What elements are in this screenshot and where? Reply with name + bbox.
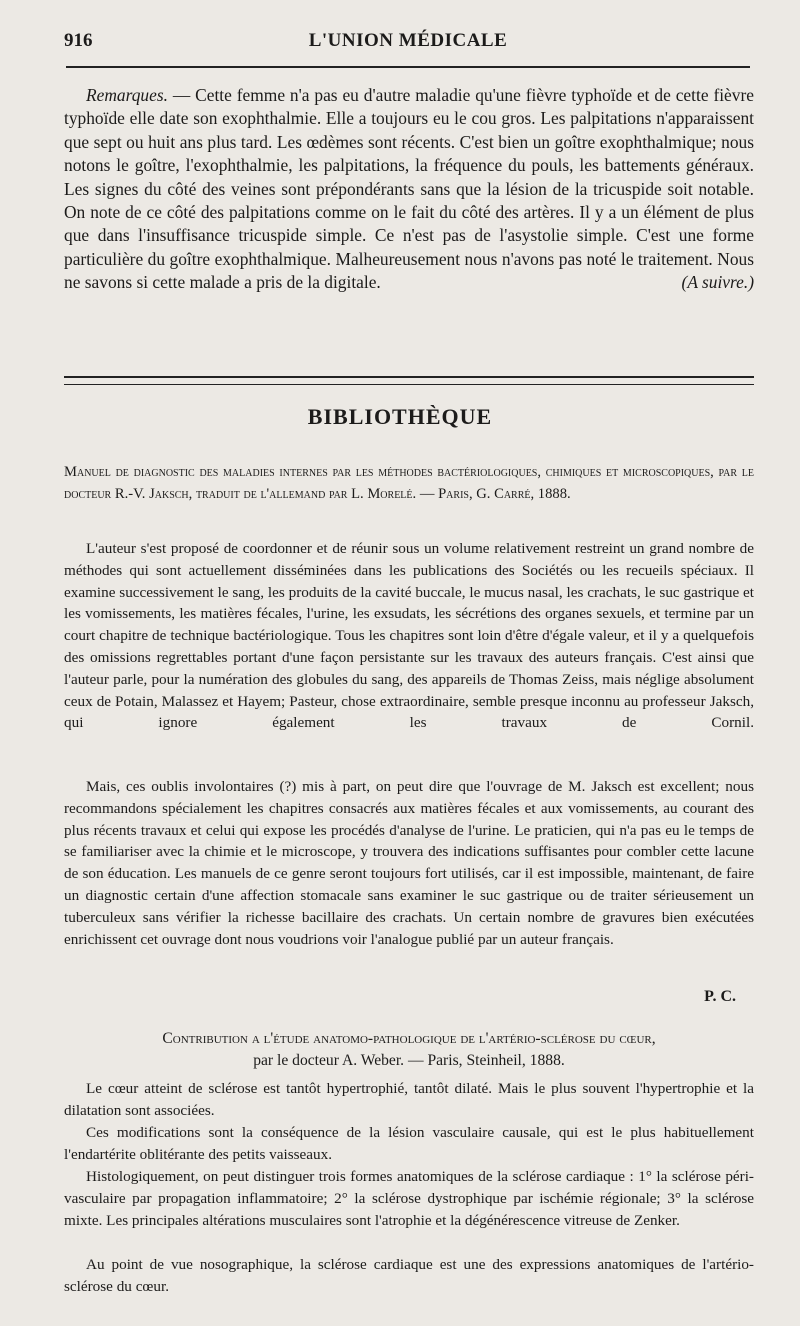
- review1-signature: P. C.: [704, 988, 736, 1005]
- a-suivre: (A suivre.): [681, 272, 754, 293]
- review1-paragraph-2: Mais, ces oublis involontaires (?) mis à part, on peut dire que l'ouvrage de M. Jaksch est excellent; nous recommandons spécialement les chapitres consacrés aux matières fécales et aux vomissements, au courant des plus récents travaux et celui qui expose les procédés d'analyse de l'urine. Le praticien, qui n'a pas eu le temps de se familiariser avec la chimie et le microscope, y trouvera des indications suffisantes pour combler cette lacune de son éducation. Les manuels de ce genre seront toujours fort utilisés, car il est impossible, maintenant, de faire un diagnostic certain d'une affection stomacale sans examiner le suc gastrique ou de traiter sérieusement un tuberculeux sans vérifier la richesse bacillaire des crachats. Un certain nombre de gravures bien exécutées enrichissent cet ouvrage dont nous voudrions voir l'analogue publié par un auteur français.: [64, 778, 754, 948]
- remarques-label: Remarques.: [86, 85, 168, 105]
- section-title: BIBLIOTHÈQUE: [307, 404, 493, 429]
- review2-paragraph-3: Histologiquement, on peut distinguer trois formes anatomiques de la sclérose cardiaque : 1° la sclérose péri-vasculaire par propagation inflammatoire; 2° la sclérose dystrophique par ischémie régionale; 3° la sclérose mixte. Les principales altérations musculaires sont l'atrophie et la dégénérescence vitreuse de Zenker.: [64, 1168, 754, 1229]
- page-number: 916: [64, 30, 93, 51]
- review2-title: Contribution a l'étude anatomo-pathologique de l'artério-sclérose du cœur, par le docteur A. Weber. — Paris, Steinheil, 1888.: [162, 1030, 656, 1069]
- header-rule: [66, 66, 750, 68]
- remarques-paragraph: [64, 84, 754, 295]
- remarques-text: — Cette femme n'a pas eu d'autre maladie qu'une fièvre typhoïde et de cette fièvre typhoïde elle date son exophthalmie. Elle a toujours eu le cou gros. Les palpitations n'apparaissent que sept ou huit ans plus tard. Les œdèmes sont récents. C'est bien un goître exophthalmique; nous notons le goître, l'exophthalmie, les palpitations, la fréquence du pouls, les battements généraux. Les signes du côté des veines sont prépondérants sans que la lésion de la tricuspide soit notable. On note de ce côté des palpitations comme on le fait du côté des artères. Il y a un élément de plus que dans l'insuffisance tricuspide simple. Ce n'est pas de l'asystolie simple. C'est une forme particulière du goître exophthalmique. Malheureusement nous n'avons pas noté le traitement. Nous ne savons si cette malade a pris de la digitale.: [64, 85, 754, 293]
- review2-paragraph-1: Le cœur atteint de sclérose est tantôt hypertrophié, tantôt dilaté. Mais le plus souvent l'hypertrophie et la dilatation sont associées.: [64, 1080, 754, 1119]
- section-divider: [64, 376, 754, 385]
- journal-title: L'UNION MÉDICALE: [308, 30, 508, 51]
- review2-paragraph-2: Ces modifications sont la conséquence de la lésion vasculaire causale, qui est le plus habituellement l'endartérite oblitérante des petits vaisseaux.: [64, 1124, 754, 1163]
- running-header: [64, 30, 752, 60]
- review2-paragraph-4: Au point de vue nosographique, la sclérose cardiaque est une des expressions anatomiques de l'artério-sclérose du cœur.: [64, 1256, 754, 1295]
- review1-title: Manuel de diagnostic des maladies internes par les méthodes bactériologiques, chimiques et microscopiques, par le docteur R.-V. Jaksch, traduit de l'allemand par L. Morelé. — Paris, G. Carré, 1888.: [64, 464, 754, 502]
- review1-paragraph-1: L'auteur s'est proposé de coordonner et de réunir sous un volume relativement restreint un grand nombre de méthodes qui sont actuellement disséminées dans les publications des Sociétés ou les recueils spéciaux. Il examine successivement le sang, les produits de la cavité buccale, le mucus nasal, les crachats, le suc gastrique et les vomissements, les matières fécales, l'urine, les exsudats, les sécrétions des organes sexuels, et termine par un court chapitre de technique bactériologique. Tous les chapitres sont loin d'être d'égale valeur, et il y a quelquefois des omissions regrettables portant d'une façon persistante sur les travaux des auteurs français. C'est ainsi que l'auteur parle, pour la numération des globules du sang, des appareils de Thomas Zeiss, mais néglige absolument ceux de Potain, Malassez et Hayem; Pasteur, chose extraordinaire, semble presque inconnu au professeur Jaksch, qui ignore également les travaux de Cornil.: [64, 540, 754, 732]
